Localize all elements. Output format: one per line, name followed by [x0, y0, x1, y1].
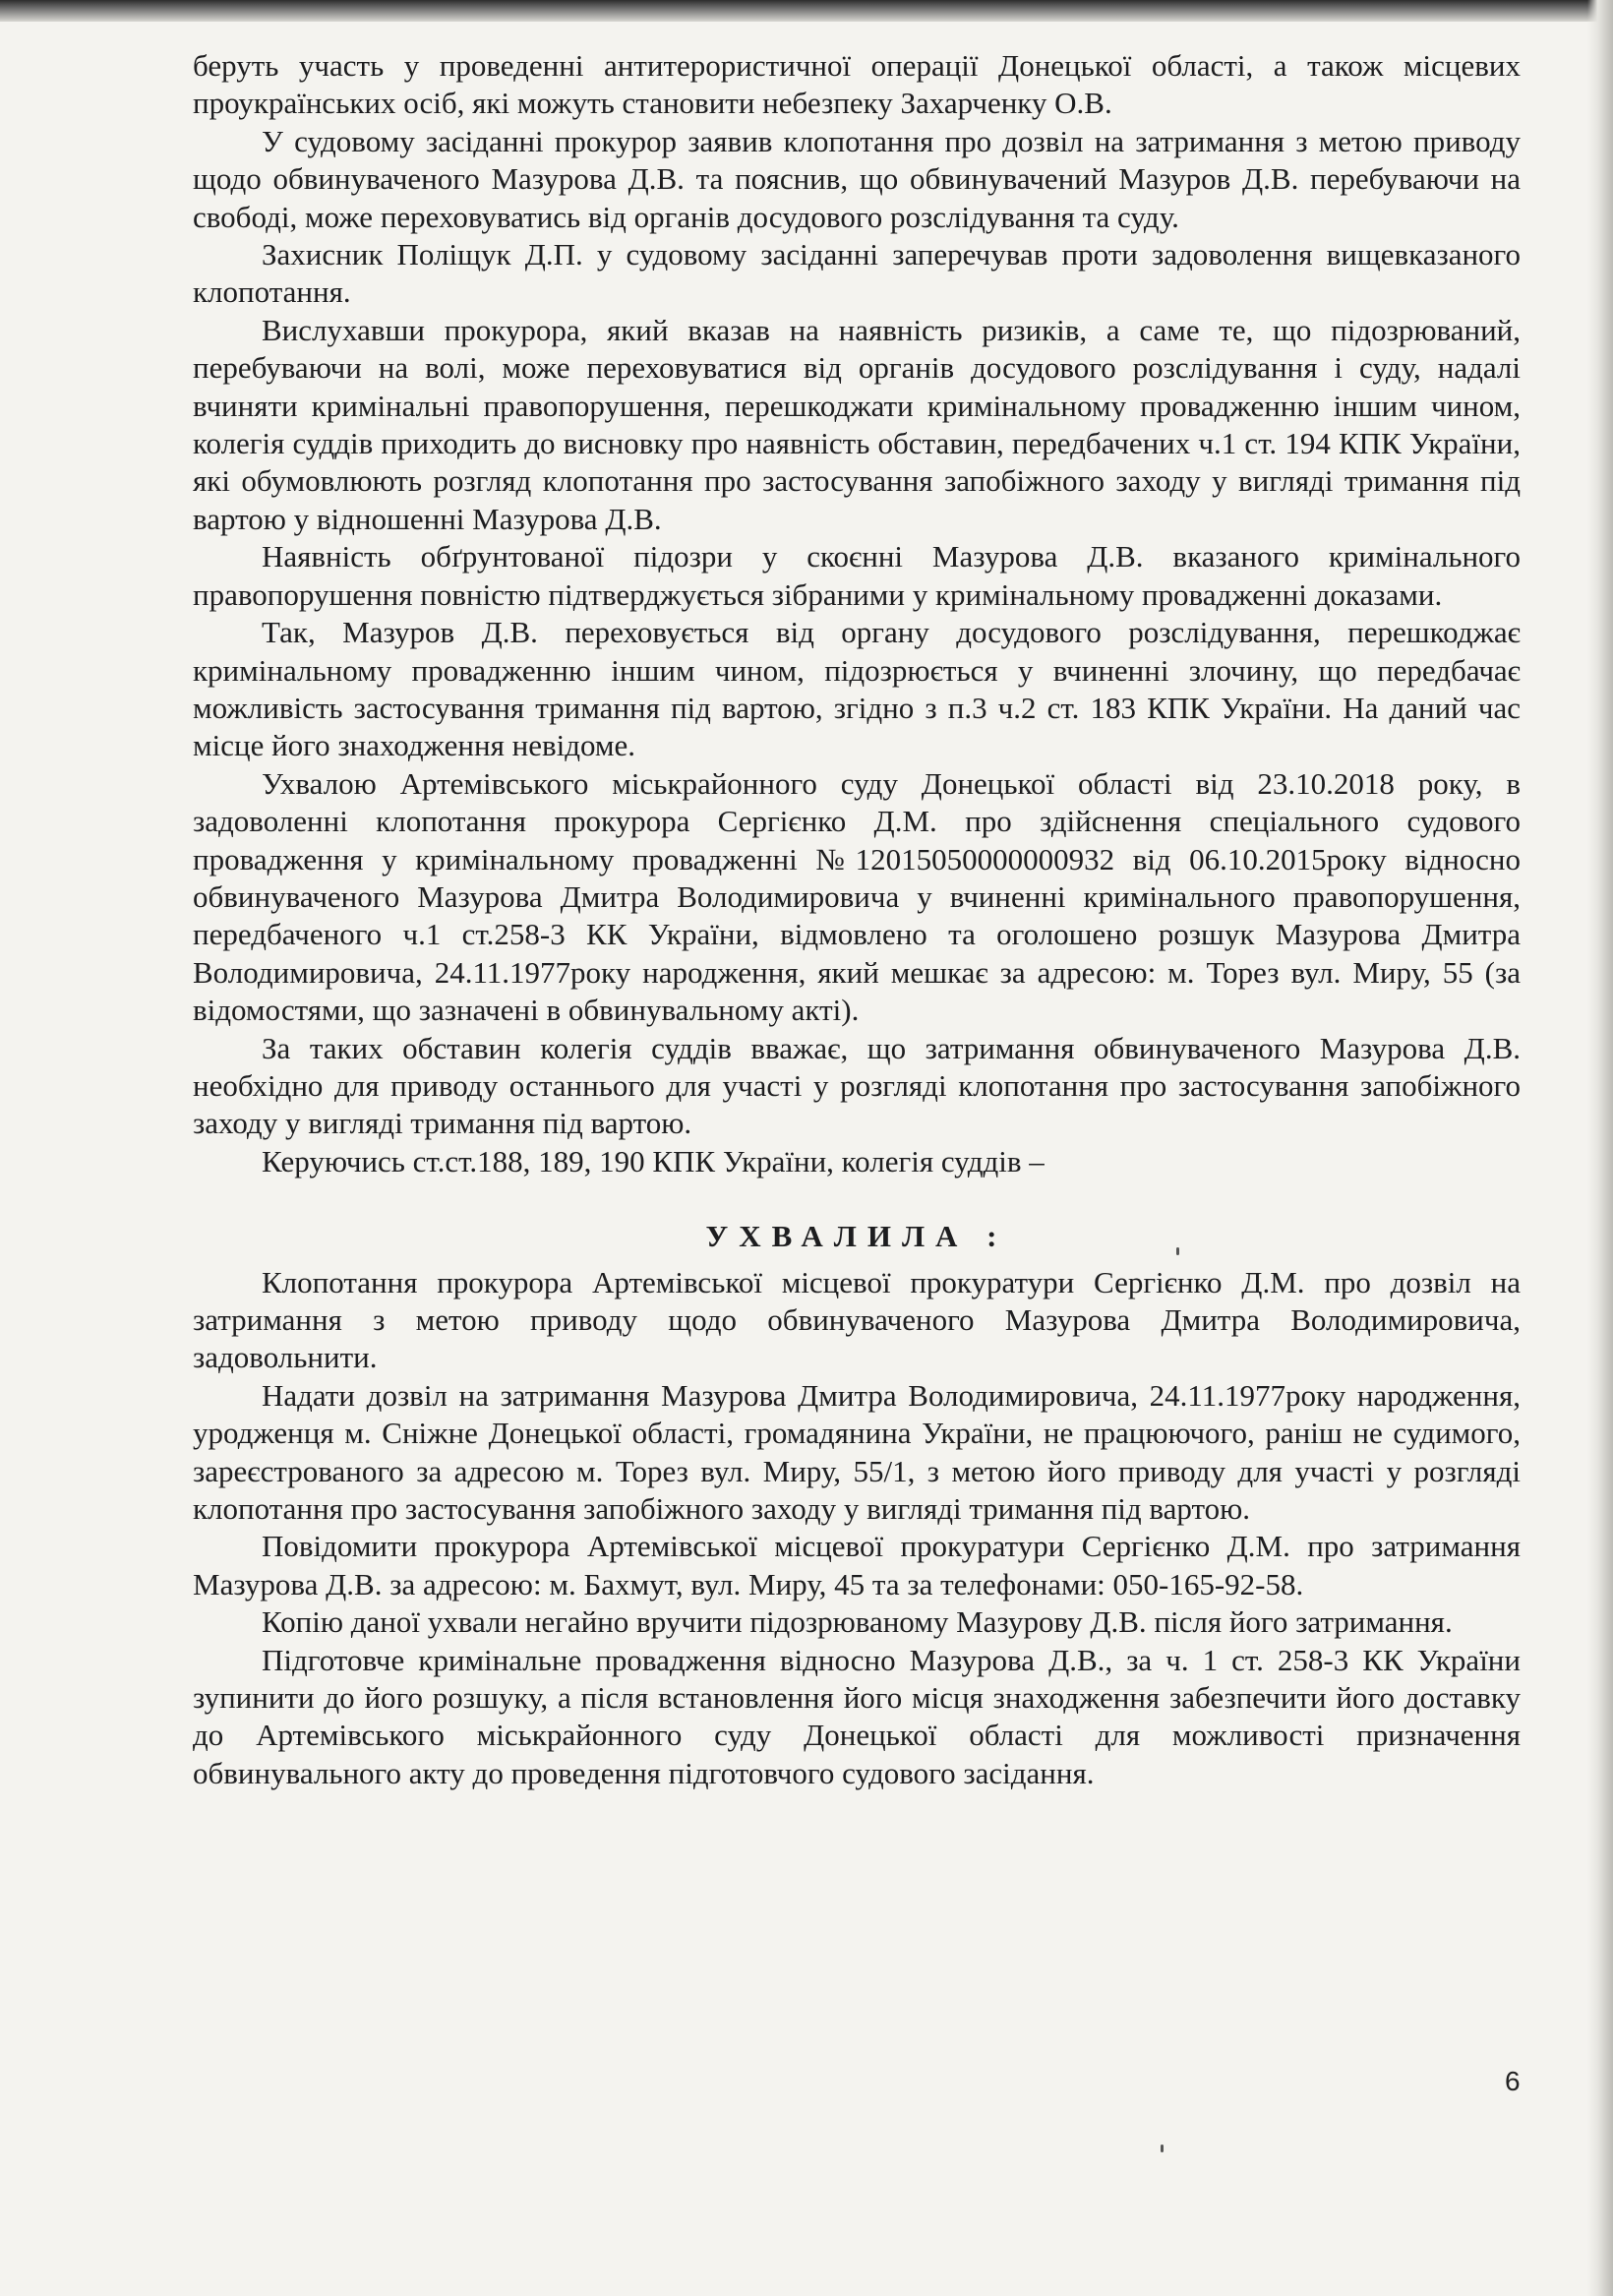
page-number: 6 — [1505, 2066, 1521, 2096]
resolution-item-motion: Клопотання прокурора Артемівської місцевої прокуратури Сергієнко Д.М. про дозвіл на затримання з метою приводу щодо обвинуваченого Мазурова Дмитра Володимировича, задовольнити. — [193, 1264, 1521, 1375]
paragraph-defender-objection: Захисник Поліщук Д.П. у судовому засіданні заперечував проти задоволення вищевказаного клопотання. — [193, 237, 1521, 310]
scan-speck — [1161, 2145, 1164, 2152]
paragraph-risks: Вислухавши прокурора, який вказав на наявність ризиків, а саме те, що підозрюваний, перебуваючи на волі, може переховуватися від органів досудового розслідування і суду, надалі вчиняти кримінальні правопорушення, перешкоджати кримінальному провадженню іншим чином, колегія суддів приходить до висновку про наявність обставин, передбачених ч.1 ст. 194 КПК України, які обумовлюють розгляд клопотання про застосування запобіжного заходу у вигляді тримання під вартою у відношенні Мазурова Д.В. — [193, 312, 1521, 536]
scan-edge-top — [0, 0, 1613, 22]
scan-edge-right — [1587, 0, 1613, 2296]
paragraph-prior-ruling: Ухвалою Артемівського міськрайонного суду Донецької області від 23.10.2018 року, в задоволенні клопотання прокурора Сергієнко Д.М. про здійснення спеціального судового провадження у кримінальному провадженні №12015050000000932 від 06.10.2015року відносно обвинуваченого Мазурова Дмитра Володимировича у вчиненні кримінального правопорушення, передбаченого ч.1 ст.258-3 КК України, відмовлено та оголошено розшук Мазурова Дмитра Володимировича, 24.11.1977року народження, який мешкає за адресою: м. Торез вул. Миру, 55 (за відомостями, що зазначені в обвинувальному акті). — [193, 765, 1521, 1028]
resolution-item-copy: Копію даної ухвали негайно вручити підозрюваному Мазурову Д.В. після його затримання. — [262, 1604, 1453, 1640]
paragraph-guided-by: Керуючись ст.ст.188, 189, 190 КПК України, колегія суддів – — [262, 1143, 1045, 1178]
paragraph-suspicion: Наявність обґрунтованої підозри у скоєнні Мазурова Д.В. вказаного кримінального правопорушення повністю підтверджується зібраними у кримінальному провадженні доказами. — [193, 539, 1521, 612]
resolution-item-permission: Надати дозвіл на затримання Мазурова Дмитра Володимировича, 24.11.1977року народження, уродженця м. Сніжне Донецької області, громадянина України, не працюючого, раніш не судимого, зареєстрованого за адресою м. Торез вул. Миру, 55/1, з метою його приводу для участі у розгляді клопотання про застосування запобіжного заходу у вигляді тримання під вартою. — [193, 1377, 1521, 1527]
resolution-item-suspend: Підготовче кримінальне провадження відносно Мазурова Д.В., за ч. 1 ст. 258-3 КК України зупинити до його розшуку, а після встановлення його місця знаходження забезпечити його доставку до Артемівського міськрайонного суду Донецької області для можливості призначення обвинувального акту до проведення підготовчого судового засідання. — [193, 1642, 1521, 1790]
scan-speck — [1176, 1247, 1179, 1255]
paragraph-hiding: Так, Мазуров Д.В. переховується від органу досудового розслідування, перешкоджає кримінальному провадженню іншим чином, підозрюється у вчиненні злочину, що передбачає можливість застосування тримання під вартою, згідно з п.3 ч.2 ст. 183 КПК України. На даний час місце його знаходження невідоме. — [193, 615, 1521, 763]
resolution-heading: УХВАЛИЛА : — [705, 1219, 1008, 1254]
resolution-item-notify: Повідомити прокурора Артемівської місцевої прокуратури Сергієнко Д.М. про затримання Мазурова Д.В. за адресою: м. Бахмут, вул. Миру, 45 та за телефонами: 050-165-92-58. — [193, 1529, 1521, 1601]
paragraph-continuation: беруть участь у проведенні антитерористичної операції Донецької області, а також місцевих проукраїнських осіб, які можуть становити небезпеку Захарченку О.В. — [193, 48, 1521, 121]
paragraph-circumstances: За таких обставин колегія суддів вважає, що затримання обвинуваченого Мазурова Д.В. необхідно для приводу останнього для участі у розгляді клопотання про застосування запобіжного заходу у вигляді тримання під вартою. — [193, 1030, 1521, 1141]
paragraph-prosecutor-motion: У судовому засіданні прокурор заявив клопотання про дозвіл на затримання з метою приводу щодо обвинуваченого Мазурова Д.В. та пояснив, що обвинувачений Мазуров Д.В. перебуваючи на свободі, може переховуватись від органів досудового розслідування та суду. — [193, 123, 1521, 234]
document-page — [193, 47, 1521, 1792]
